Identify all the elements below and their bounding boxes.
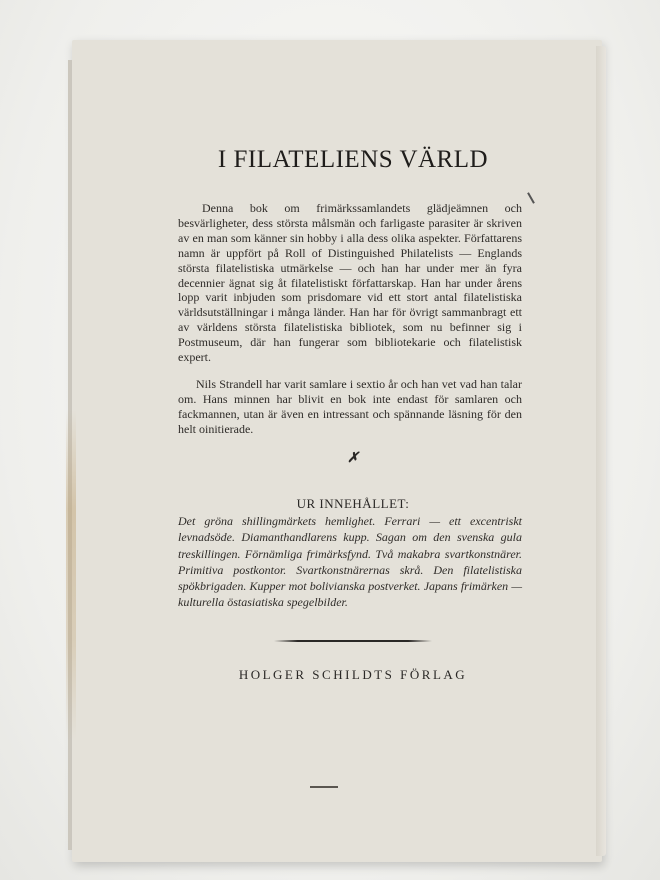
contents-list: Det gröna shillingmärkets hemlighet. Ferrari — ett excentriskt levnadsöde. Diamanthandlarens kupp. Sagan om den svenska gula treskillingen. Förnämliga frimärksfynd. Två makabra svartkonstnärer. Primitiva postkontor. Svartkonstnärernas skrå. Den filatelistiska spökbrigaden. Kupper mot bolivianska postverket. Japans frimärken — kulturella östasiatiska spegelbilder. (178, 514, 522, 610)
description-text-1: Denna bok om frimärkssamlandets glädjeämnen och besvärligheter, dess största målsmän och farligaste parasiter är skriven av en man som känner sin hobby i alla dess olika aspekter. Författarens namn är uppfört på Roll of Distinguished Philatelists — Englands största filatelistiska utmärkelse — och han har under mer än fyra decennier ägnat sig åt filatelistiskt författarskap. Han har under årens lopp varit inbjuden som prisdomare vid ett stort antal filatelistiska världsutställningar i många länder. Han har för övrigt sammanbragt ett av världens största filatelistiska bibliotek, som nu befinner sig i Postmuseum, där han fungerar som bibliotekarie och filatelistisk expert. (178, 201, 522, 365)
ornament-icon: ✗ (347, 451, 359, 466)
divider-rule (274, 640, 432, 642)
book-title: I FILATELIENS VÄRLD (217, 146, 489, 173)
contents-heading: UR INNEHÅLLET: (296, 496, 410, 511)
publisher-name: HOLGER SCHILDTS FÖRLAG (238, 667, 468, 682)
cover-stain (66, 410, 76, 740)
bottom-mark (310, 786, 338, 788)
book-page-edge (596, 46, 606, 856)
description-paragraph-1 (178, 201, 522, 365)
description-paragraph-2: Nils Strandell har varit samlare i sextio år och han vet vad han talar om. Hans minnen har blivit en bok inte endast för samlaren och fackmannen, utan är även en intressant och spännande läsning för den helt oinitierade. (178, 377, 522, 436)
